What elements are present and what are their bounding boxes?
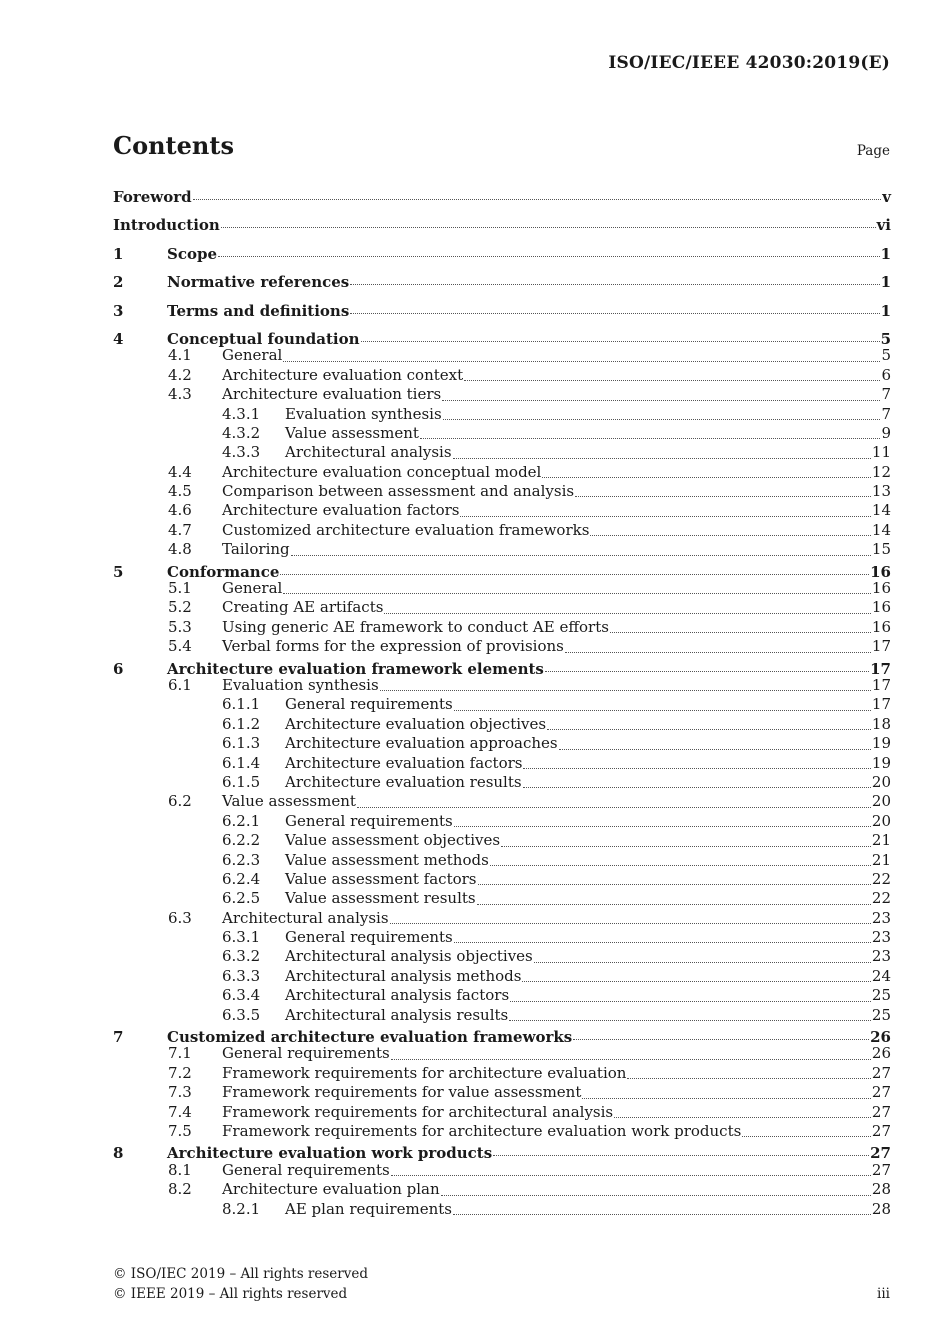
toc-entry-page: 27 [871, 1102, 891, 1121]
toc-entry-title: General requirements [285, 811, 453, 830]
toc-entry-title: Introduction [113, 216, 220, 235]
toc-entry-number: 6.2 [168, 792, 192, 811]
dot-leader [542, 477, 871, 478]
toc-entry-number: 6.3 [168, 908, 192, 927]
toc-entry-page: 9 [881, 423, 891, 442]
toc-entry-number: 6.2.3 [222, 850, 261, 869]
toc-entry-number: 4.4 [168, 462, 192, 481]
toc-entry-page: 17 [871, 637, 891, 656]
toc-entry-page: 27 [871, 1083, 891, 1102]
dot-leader [614, 1117, 871, 1118]
dot-leader [493, 1155, 869, 1156]
toc-entry-page: 20 [871, 772, 891, 791]
toc-entry[interactable] [113, 773, 891, 792]
toc-entry[interactable] [113, 695, 891, 714]
toc-entry-page: 5 [881, 346, 891, 365]
toc-entry-number: 2 [113, 273, 124, 292]
toc-entry[interactable] [113, 1064, 891, 1083]
dot-leader [420, 438, 881, 439]
toc-entry-title: Conformance [167, 562, 280, 581]
dot-leader [545, 671, 869, 672]
dot-leader [573, 1039, 869, 1040]
toc-entry-number: 6.2.2 [222, 831, 261, 850]
toc-entry-number: 4.3.2 [222, 423, 261, 442]
toc-entry-title: Architecture evaluation objectives [285, 714, 547, 733]
toc-entry-title: Framework requirements for architecture evaluation [222, 1063, 627, 1082]
toc-entry-page: 16 [871, 598, 891, 617]
toc-entry-number: 6.3.3 [222, 966, 261, 985]
toc-entry-number: 6.2.4 [222, 869, 261, 888]
toc-entry-title: Evaluation synthesis [222, 675, 379, 694]
toc-entry-number: 8.2 [168, 1180, 192, 1199]
toc-entry-page: 24 [871, 966, 891, 985]
dot-leader [510, 1001, 871, 1002]
toc-entry-title: Framework requirements for architectural analysis [222, 1102, 614, 1121]
toc-entry-title: General [222, 579, 283, 598]
toc-entry-page: 11 [871, 443, 891, 462]
dot-leader [460, 516, 870, 517]
toc-entry-number: 8.2.1 [222, 1199, 261, 1218]
toc-entry-page: 28 [871, 1180, 891, 1199]
toc-entry-number: 4.5 [168, 482, 192, 501]
toc-entry-number: 4.2 [168, 365, 192, 384]
toc-entry-number: 5.3 [168, 617, 192, 636]
toc-entry-title: Verbal forms for the expression of provisions [222, 637, 564, 656]
dot-leader [523, 787, 871, 788]
toc-entry[interactable] [113, 909, 891, 928]
toc-entry-title: Comparison between assessment and analysis [222, 482, 575, 501]
toc-entry-number: 1 [113, 244, 124, 263]
toc-entry[interactable] [113, 501, 891, 520]
toc-entry-title: Architecture evaluation results [285, 772, 522, 791]
toc-entry-title: Foreword [113, 188, 192, 206]
toc-entry-title: Architectural analysis methods [285, 966, 522, 985]
toc-entry[interactable] [113, 870, 891, 889]
toc-entry-page: 17 [871, 675, 891, 694]
toc-entry[interactable] [113, 1083, 891, 1102]
toc-entry-page: 7 [881, 404, 891, 423]
dot-leader [610, 632, 871, 633]
toc-entry-page: 14 [871, 520, 891, 539]
toc-entry-page: 16 [871, 579, 891, 598]
toc-entry-number: 6.1.5 [222, 772, 261, 791]
dot-leader [283, 361, 880, 362]
toc-entry-title: General requirements [285, 928, 453, 947]
toc-entry-page: 19 [871, 753, 891, 772]
toc-entry-page: 19 [871, 734, 891, 753]
toc-entry-number: 7.5 [168, 1121, 192, 1140]
toc-entry[interactable] [113, 521, 891, 540]
toc-entry-title: Framework requirements for architecture evaluation work products [222, 1121, 742, 1140]
copyright-iso: © ISO/IEC 2019 – All rights reserved [113, 1266, 368, 1282]
toc-entry[interactable] [113, 242, 891, 270]
dot-leader [742, 1136, 871, 1137]
toc-entry-page: 15 [871, 540, 891, 559]
toc-entry-number: 6.3.1 [222, 928, 261, 947]
toc-entry-page: 27 [871, 1063, 891, 1082]
toc-entry[interactable] [113, 1161, 891, 1180]
toc-entry[interactable] [113, 424, 891, 443]
dot-leader [283, 593, 871, 594]
toc-entry-page: 27 [871, 1160, 891, 1179]
toc-entry-number: 7.3 [168, 1083, 192, 1102]
toc-entry-number: 6.1.3 [222, 734, 261, 753]
dot-leader [221, 227, 876, 228]
toc-entry-title: Architecture evaluation tiers [222, 385, 442, 404]
toc-entry-number: 7 [113, 1028, 124, 1047]
toc-entry[interactable] [113, 967, 891, 986]
dot-leader [477, 904, 871, 905]
toc-entry-number: 4.1 [168, 346, 192, 365]
toc-entry-page: 1 [880, 244, 891, 263]
toc-entry[interactable] [113, 1103, 891, 1122]
toc-entry-page: 23 [871, 947, 891, 966]
toc-entry[interactable] [113, 928, 891, 947]
dot-leader [534, 962, 871, 963]
toc-entry-page: 21 [871, 831, 891, 850]
dot-leader [559, 749, 871, 750]
toc-entry[interactable] [113, 346, 891, 365]
toc-entry[interactable] [113, 299, 891, 327]
toc-entry-title: Architecture evaluation conceptual model [222, 462, 542, 481]
toc-entry-page: 23 [871, 928, 891, 947]
toc-entry-title: General [222, 346, 283, 365]
toc-entry-title: Value assessment methods [285, 850, 489, 869]
toc-entry-page: 16 [870, 562, 891, 581]
toc-entry-number: 4.7 [168, 520, 192, 539]
toc-entry-title: Architecture evaluation factors [285, 753, 523, 772]
toc-entry[interactable] [113, 851, 891, 870]
toc-entry[interactable] [113, 1200, 891, 1219]
dot-leader [391, 1059, 871, 1060]
dot-leader [357, 807, 871, 808]
toc-entry[interactable] [113, 1180, 891, 1199]
toc-entry-page: 13 [871, 482, 891, 501]
toc-entry-title: Architectural analysis results [285, 1005, 509, 1024]
toc-entry-page: 25 [871, 1005, 891, 1024]
toc-entry-number: 6.2.5 [222, 889, 261, 908]
toc-entry-page: 25 [871, 986, 891, 1005]
toc-entry-page: 26 [870, 1028, 891, 1047]
page-column-label: Page [856, 143, 890, 159]
toc-entry-number: 4.3.3 [222, 443, 261, 462]
toc-entry[interactable] [113, 185, 891, 213]
dot-leader [280, 574, 869, 575]
toc-entry-title: Normative references [167, 273, 350, 292]
toc-entry-title: Conceptual foundation [167, 329, 360, 348]
toc-entry-number: 3 [113, 301, 124, 320]
toc-entry-number: 7.2 [168, 1063, 192, 1082]
toc-entry-title: General requirements [285, 695, 453, 714]
toc-entry-number: 6.1.4 [222, 753, 261, 772]
toc-entry-number: 4.3.1 [222, 404, 261, 423]
toc-entry-page: 14 [871, 501, 891, 520]
dot-leader [454, 942, 871, 943]
dot-leader [454, 710, 871, 711]
toc-entry-number: 8 [113, 1144, 124, 1163]
toc-entry-page: 16 [871, 617, 891, 636]
toc-entry-title: Architecture evaluation framework elements [167, 659, 544, 678]
toc-entry[interactable] [113, 792, 891, 811]
toc-entry-title: Architecture evaluation work products [167, 1144, 493, 1163]
contents-title: Contents [113, 131, 234, 160]
toc-entry-title: Architectural analysis [222, 908, 389, 927]
toc-entry-number: 7.1 [168, 1044, 192, 1063]
toc-entry-number: 5.4 [168, 637, 192, 656]
toc-entry-number: 5.1 [168, 579, 192, 598]
toc-entry[interactable] [113, 213, 891, 241]
toc-entry-title: Creating AE artifacts [222, 598, 384, 617]
toc-entry-title: Architectural analysis factors [285, 986, 510, 1005]
toc-entry-page: v [882, 188, 891, 206]
toc-entry[interactable] [113, 889, 891, 908]
toc-entry-title: Value assessment [222, 792, 356, 811]
toc-entry[interactable] [113, 579, 891, 598]
toc-entry[interactable] [113, 540, 891, 559]
toc-entry-number: 7.4 [168, 1102, 192, 1121]
toc-entry-number: 6.3.2 [222, 947, 261, 966]
toc-entry-page: 22 [871, 889, 891, 908]
toc-entry-number: 6.3.4 [222, 986, 261, 1005]
dot-leader [478, 884, 871, 885]
toc-entry-title: Framework requirements for value assessment [222, 1083, 582, 1102]
toc-entry-title: Customized architecture evaluation frameworks [222, 520, 590, 539]
dot-leader [361, 341, 880, 342]
copyright-ieee: © IEEE 2019 – All rights reserved [113, 1286, 348, 1302]
toc-entry[interactable] [113, 443, 891, 462]
toc-entry-number: 6.1 [168, 675, 192, 694]
toc-entry-number: 8.1 [168, 1160, 192, 1179]
toc-entry-number: 4.6 [168, 501, 192, 520]
toc-entry-title: Tailoring [222, 540, 290, 559]
toc-entry-title: Customized architecture evaluation frameworks [167, 1028, 573, 1047]
toc-entry[interactable] [113, 1006, 891, 1025]
toc-entry-page: 6 [881, 365, 891, 384]
dot-leader [380, 690, 871, 691]
dot-leader [547, 729, 871, 730]
toc-entry-title: Terms and definitions [167, 301, 350, 320]
toc-entry-title: Architectural analysis objectives [285, 947, 533, 966]
toc-entry-number: 5.2 [168, 598, 192, 617]
toc-entry-number: 6.1.2 [222, 714, 261, 733]
toc-entry-number: 4.8 [168, 540, 192, 559]
toc-entry[interactable] [113, 482, 891, 501]
toc-entry[interactable] [113, 1122, 891, 1141]
dot-leader [582, 1098, 871, 1099]
toc-entry[interactable] [113, 754, 891, 773]
toc-entry-title: Using generic AE framework to conduct AE efforts [222, 617, 609, 636]
toc-entry-title: Evaluation synthesis [285, 404, 442, 423]
toc-entry-title: Architectural analysis [285, 443, 452, 462]
toc-entry[interactable] [113, 405, 891, 424]
toc-entry-number: 6.1.1 [222, 695, 261, 714]
toc-entry[interactable] [113, 947, 891, 966]
toc-entry-page: 27 [871, 1121, 891, 1140]
toc-entry[interactable] [113, 986, 891, 1005]
dot-leader [193, 199, 882, 200]
toc-entry-page: 22 [871, 869, 891, 888]
toc-entry-title: AE plan requirements [285, 1199, 452, 1218]
toc-entry-title: Scope [167, 244, 218, 263]
toc-entry-page: vi [876, 216, 891, 235]
dot-leader [291, 555, 871, 556]
dot-leader [523, 768, 870, 769]
toc-entry[interactable] [113, 734, 891, 753]
toc-entry-page: 7 [881, 385, 891, 404]
toc-entry-title: Value assessment factors [285, 869, 477, 888]
toc-entry[interactable] [113, 618, 891, 637]
toc-entry-number: 5 [113, 562, 124, 581]
document-id: ISO/IEC/IEEE 42030:2019(E) [608, 53, 890, 73]
toc-entry-page: 28 [871, 1199, 891, 1218]
dot-leader [442, 400, 880, 401]
toc-entry-page: 27 [870, 1144, 891, 1163]
toc-entry-page: 26 [871, 1044, 891, 1063]
dot-leader [590, 535, 870, 536]
dot-leader [390, 923, 871, 924]
dot-leader [384, 613, 870, 614]
toc-entry-page: 18 [871, 714, 891, 733]
toc-entry-number: 6.3.5 [222, 1005, 261, 1024]
toc-entry-title: Value assessment results [285, 889, 476, 908]
page-number: iii [877, 1286, 890, 1302]
dot-leader [575, 496, 871, 497]
dot-leader [453, 458, 871, 459]
dot-leader [350, 284, 879, 285]
dot-leader [391, 1175, 871, 1176]
toc-entry-page: 12 [871, 462, 891, 481]
dot-leader [218, 256, 880, 257]
toc-entry[interactable] [113, 366, 891, 385]
toc-entry-number: 6.2.1 [222, 811, 261, 830]
toc-entry[interactable] [113, 831, 891, 850]
toc-entry-page: 23 [871, 908, 891, 927]
dot-leader [464, 380, 880, 381]
dot-leader [454, 826, 871, 827]
dot-leader [627, 1078, 870, 1079]
toc-entry-page: 1 [880, 273, 891, 292]
dot-leader [501, 846, 871, 847]
dot-leader [453, 1214, 871, 1215]
toc-entry[interactable] [113, 270, 891, 298]
dot-leader [441, 1195, 871, 1196]
toc-entry-number: 4 [113, 329, 124, 348]
dot-leader [443, 419, 881, 420]
table-of-contents [113, 185, 891, 1219]
dot-leader [565, 652, 871, 653]
toc-entry-page: 21 [871, 850, 891, 869]
toc-entry[interactable] [113, 715, 891, 734]
dot-leader [522, 981, 870, 982]
toc-entry-page: 1 [880, 301, 891, 320]
toc-entry-number: 4.3 [168, 385, 192, 404]
toc-entry-number: 6 [113, 659, 124, 678]
toc-entry-page: 20 [871, 792, 891, 811]
toc-entry-title: Architecture evaluation approaches [285, 734, 558, 753]
toc-entry-title: Architecture evaluation factors [222, 501, 460, 520]
toc-entry-title: Value assessment [285, 423, 419, 442]
toc-entry-title: Architecture evaluation context [222, 365, 464, 384]
toc-entry[interactable] [113, 676, 891, 695]
toc-entry[interactable] [113, 385, 891, 404]
toc-entry[interactable] [113, 812, 891, 831]
toc-entry-title: Architecture evaluation plan [222, 1180, 440, 1199]
toc-entry-page: 17 [870, 659, 891, 678]
toc-entry[interactable] [113, 463, 891, 482]
toc-entry-page: 5 [880, 329, 891, 348]
dot-leader [350, 313, 879, 314]
dot-leader [509, 1020, 871, 1021]
toc-entry-title: General requirements [222, 1160, 390, 1179]
toc-entry[interactable] [113, 637, 891, 656]
toc-entry-title: General requirements [222, 1044, 390, 1063]
toc-entry[interactable] [113, 1044, 891, 1063]
dot-leader [490, 865, 871, 866]
toc-entry[interactable] [113, 598, 891, 617]
toc-entry-title: Value assessment objectives [285, 831, 501, 850]
toc-entry-page: 17 [871, 695, 891, 714]
toc-entry-page: 20 [871, 811, 891, 830]
